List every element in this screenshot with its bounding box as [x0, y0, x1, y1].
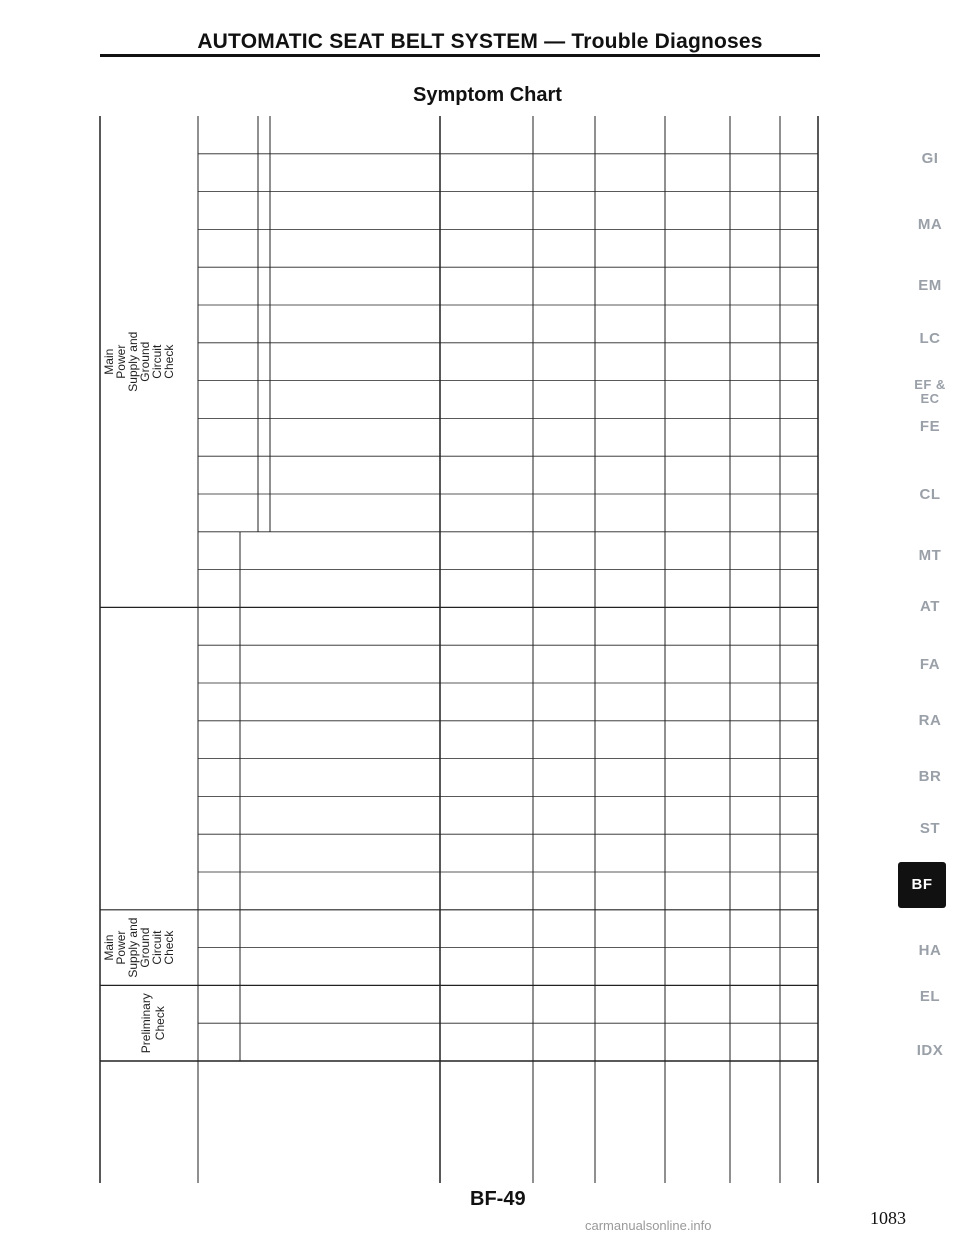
section-tab-idx[interactable]: IDX: [916, 1042, 944, 1059]
section-tab-em[interactable]: EM: [918, 277, 942, 294]
section-tab-lc[interactable]: LC: [919, 330, 941, 347]
section-tab-el[interactable]: EL: [919, 988, 941, 1005]
section-tab-ha[interactable]: HA: [918, 942, 942, 959]
group-label-line: Ground: [138, 341, 152, 382]
section-tab-fa[interactable]: FA: [919, 656, 941, 673]
group-label: Preliminary: [139, 993, 153, 1054]
section-tab-bf[interactable]: BF: [898, 862, 946, 908]
group-label-line: Circuit: [150, 930, 164, 965]
section-tab-st[interactable]: ST: [919, 820, 941, 837]
group-label-line: Main: [102, 348, 116, 375]
chart-subtitle: Symptom Chart: [413, 84, 562, 106]
group-label-line: Power: [114, 930, 128, 965]
page-title: AUTOMATIC SEAT BELT SYSTEM — Trouble Diagnoses: [197, 30, 763, 53]
section-tab-ef-ec[interactable]: EF & EC: [914, 377, 946, 406]
group-label-line: Power: [114, 344, 128, 379]
watermark-text: carmanualsonline.info: [585, 1218, 712, 1233]
section-tab-br[interactable]: BR: [918, 768, 942, 785]
section-tab-fe[interactable]: FE: [919, 418, 941, 435]
section-tab-ra[interactable]: RA: [918, 712, 942, 729]
section-tab-cl[interactable]: CL: [919, 486, 941, 503]
section-tab-mt[interactable]: MT: [918, 547, 942, 564]
section-tab-gi[interactable]: GI: [921, 150, 939, 167]
section-tab-ma[interactable]: MA: [917, 216, 943, 233]
section-tab-at[interactable]: AT: [920, 598, 940, 615]
group-label-line: Supply and: [126, 331, 140, 392]
page-code: BF-49: [470, 1188, 526, 1210]
group-label-line: Circuit: [150, 344, 164, 379]
group-label-line: Check: [162, 344, 176, 379]
group-label-line: Main: [102, 934, 116, 961]
group-label: Check: [153, 1006, 167, 1041]
page-number: 1083: [870, 1208, 906, 1228]
group-label-line: Check: [162, 930, 176, 965]
group-label-line: Ground: [138, 927, 152, 968]
group-label-line: Supply and: [126, 917, 140, 978]
